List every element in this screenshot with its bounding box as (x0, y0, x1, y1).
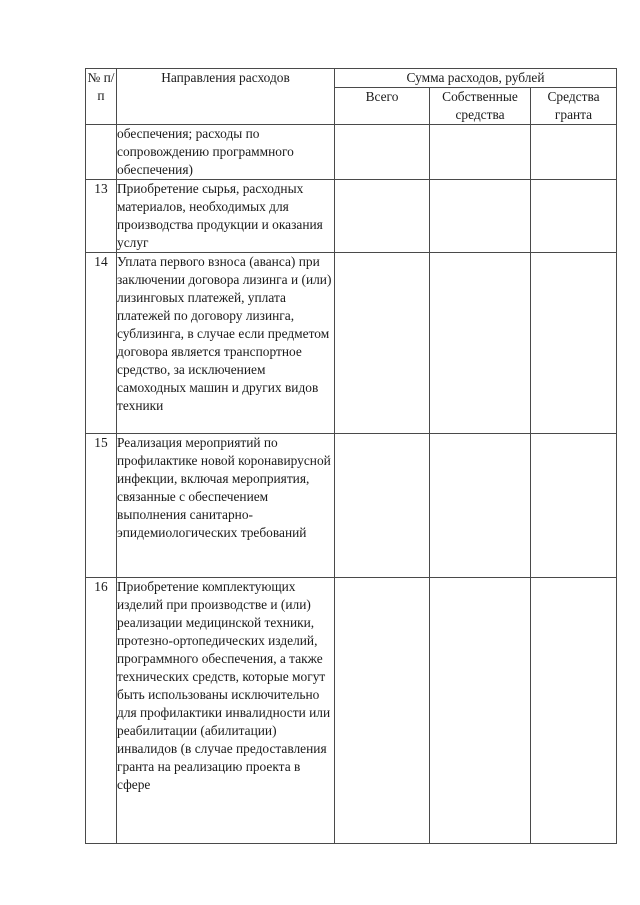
grant-funds-cell[interactable] (531, 434, 617, 578)
row-number: 15 (86, 434, 117, 578)
table-row (86, 125, 617, 180)
expense-description: обеспечения; расходы по сопровождению программного обеспечения) (117, 125, 335, 180)
header-grant-funds: Средства гранта (531, 88, 617, 125)
row-number (86, 125, 117, 180)
total-cell[interactable] (335, 253, 430, 434)
own-funds-cell[interactable] (430, 125, 531, 180)
expense-description: Приобретение сырья, расходных материалов, необходимых для производства продукции и оказания услуг (117, 180, 335, 253)
grant-funds-cell[interactable] (531, 578, 617, 844)
row-number: 14 (86, 253, 117, 434)
expenses-table (85, 68, 617, 844)
own-funds-cell[interactable] (430, 180, 531, 253)
grant-funds-cell[interactable] (531, 253, 617, 434)
header-total: Всего (335, 88, 430, 125)
table-header (86, 69, 617, 125)
own-funds-cell[interactable] (430, 253, 531, 434)
table-row (86, 253, 617, 434)
expense-description: Реализация мероприятий по профилактике новой коронавирусной инфекции, включая мероприятия, связанные с обеспечением выполнения санитарно-эпидемиологических требований (117, 434, 335, 578)
row-number: 16 (86, 578, 117, 844)
table-row (86, 180, 617, 253)
header-expense-direction: Направления расходов (117, 69, 335, 125)
header-row-number: № п/п (86, 69, 117, 125)
table-row (86, 578, 617, 844)
table-row (86, 434, 617, 578)
total-cell[interactable] (335, 125, 430, 180)
grant-funds-cell[interactable] (531, 125, 617, 180)
total-cell[interactable] (335, 434, 430, 578)
own-funds-cell[interactable] (430, 578, 531, 844)
own-funds-cell[interactable] (430, 434, 531, 578)
row-number: 13 (86, 180, 117, 253)
expense-description: Приобретение комплектующих изделий при производстве и (или) реализации медицинской техники, протезно-ортопедических изделий, программного обеспечения, а также технических средств, которые могут быть использованы исключительно для профилактики инвалидности или реабилитации (абилитации) инвалидов (в случае предоставления гранта на реализацию проекта в сфере (117, 578, 335, 844)
total-cell[interactable] (335, 180, 430, 253)
header-expense-sum: Сумма расходов, рублей (335, 69, 617, 88)
grant-funds-cell[interactable] (531, 180, 617, 253)
header-own-funds: Собственные средства (430, 88, 531, 125)
total-cell[interactable] (335, 578, 430, 844)
expense-description: Уплата первого взноса (аванса) при заключении договора лизинга и (или) лизинговых платежей, уплата платежей по договору лизинга, сублизинга, в случае если предметом договора является транспортное средство, за исключением самоходных машин и других видов техники (117, 253, 335, 434)
